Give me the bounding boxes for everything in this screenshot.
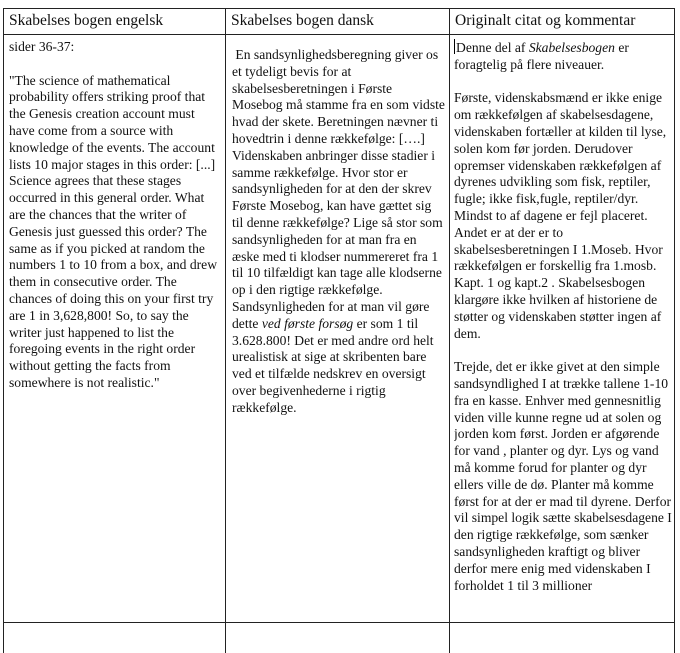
header-row-border <box>3 34 675 35</box>
danish-text-after: er som 1 til 3.628.800! Det er med andre ord helt urealistisk at sige at skribenten bare ved et tilfælde nedskrev en oversigt over begivenhederne i rigtig rækkefølge. <box>232 315 434 415</box>
danish-cell <box>232 47 446 619</box>
table-top-border <box>3 8 675 9</box>
english-quote: "The science of mathematical probability offers striking proof that the Genesis creation account must have come from a source with knowledge of the events. The account lists 10 major stages in this order: [...] Science agrees that these stages occurred in this general order. What are the chances that the writer of Genesis just guessed this order? The same as if you picked at random the numbers 1 to 10 from a box, and drew them in consecutive order. The chances of doing this on your first try are 1 in 3,628,800! So, to say the writer just happened to list the foregoing events in the right order without getting the facts from somewhere is not realistic." <box>9 72 218 390</box>
header-original: Originalt citat og kommentar <box>455 12 636 29</box>
comment-para-1: Første, videnskabsmænd er ikke enige om rækkefølgen af skabelsesdagene, videnskaben fortæller at kilden til lyse, solen kom før jorden. Derudover opremser videnskaben rækkefølgen af dyrenes udvikling som fisk, reptiler, fugle; ikke fisk,fugle, reptiler/dyr. Mindst to af dagene er fejl placeret. <box>454 90 667 223</box>
table-left-border <box>3 8 4 653</box>
text-cursor <box>454 39 455 54</box>
comment-para-2: Andet er at der er to skabelsesberetningen I 1.Moseb. Hvor rækkefølgen er forskellig fra 1.mosb. Kapt. 1 og kapt.2 . Skabelsesbogen klargøre ikke hvilken af historiene de støtter og videnskaben støtter ingen af dem. <box>454 224 663 341</box>
english-cell <box>9 39 223 619</box>
comment-intro-after: er foragtelig på flere niveauer. <box>454 40 629 72</box>
header-english: Skabelses bogen engelsk <box>9 12 164 29</box>
table-right-border <box>674 8 675 653</box>
row-bottom-border <box>3 622 675 623</box>
column-divider-2 <box>449 8 450 653</box>
comment-intro-before: Denne del af <box>456 40 529 55</box>
english-pages: sider 36-37: <box>9 39 75 54</box>
comment-cell <box>454 39 672 619</box>
header-danish: Skabelses bogen dansk <box>231 12 374 29</box>
column-divider-1 <box>225 8 226 653</box>
danish-quote <box>232 47 446 417</box>
comment-intro <box>454 39 672 74</box>
comment-para-3: Trejde, det er ikke givet at den simple sandsyndlighed I at trække tallene 1-10 fra en kasse. Enhver med gennesnitlig viden ville kunne regne ud at solen og jorden kom først. Jorden er afgørende for vand , planter og dyr. Lys og vand må komme forud for planter og dyr ellers ville de dø. Planter må komme først for at der er mad til dyrene. Derfor vil simpel logik sætte skabelsesdagene I den rigtige rækkefølge, som sænker sandsynligheden kraftigt og bliver derfor mere enig med videnskaben I forholdet 1 til 3 millioner <box>454 359 672 593</box>
danish-text-before: En sandsynlighedsberegning giver os et tydeligt bevis for at skabelsesberetningen i Første Mosebog må stamme fra en som vidste hvad der skete. Beretningen nævner ti hovedtrin i denne rækkefølge: [….] Videnskaben anbringer disse stadier i samme rækkefølge. Hvor stor er sandsynligheden for at den der skrev Første Mosebog, kan have gættet sig til denne rækkefølge? Lige så stor som sandsynligheden for at man fra en æske med ti klodser nummereret fra 1 til 10 tilfældigt kan tage alle klodserne op i den rigtige rækkefølge. Sandsynligheden for at man vil gøre dette <box>232 47 445 331</box>
comment-intro-italic: Skabelsesbogen <box>528 40 615 55</box>
danish-text-italic: ved første forsøg <box>261 315 354 331</box>
